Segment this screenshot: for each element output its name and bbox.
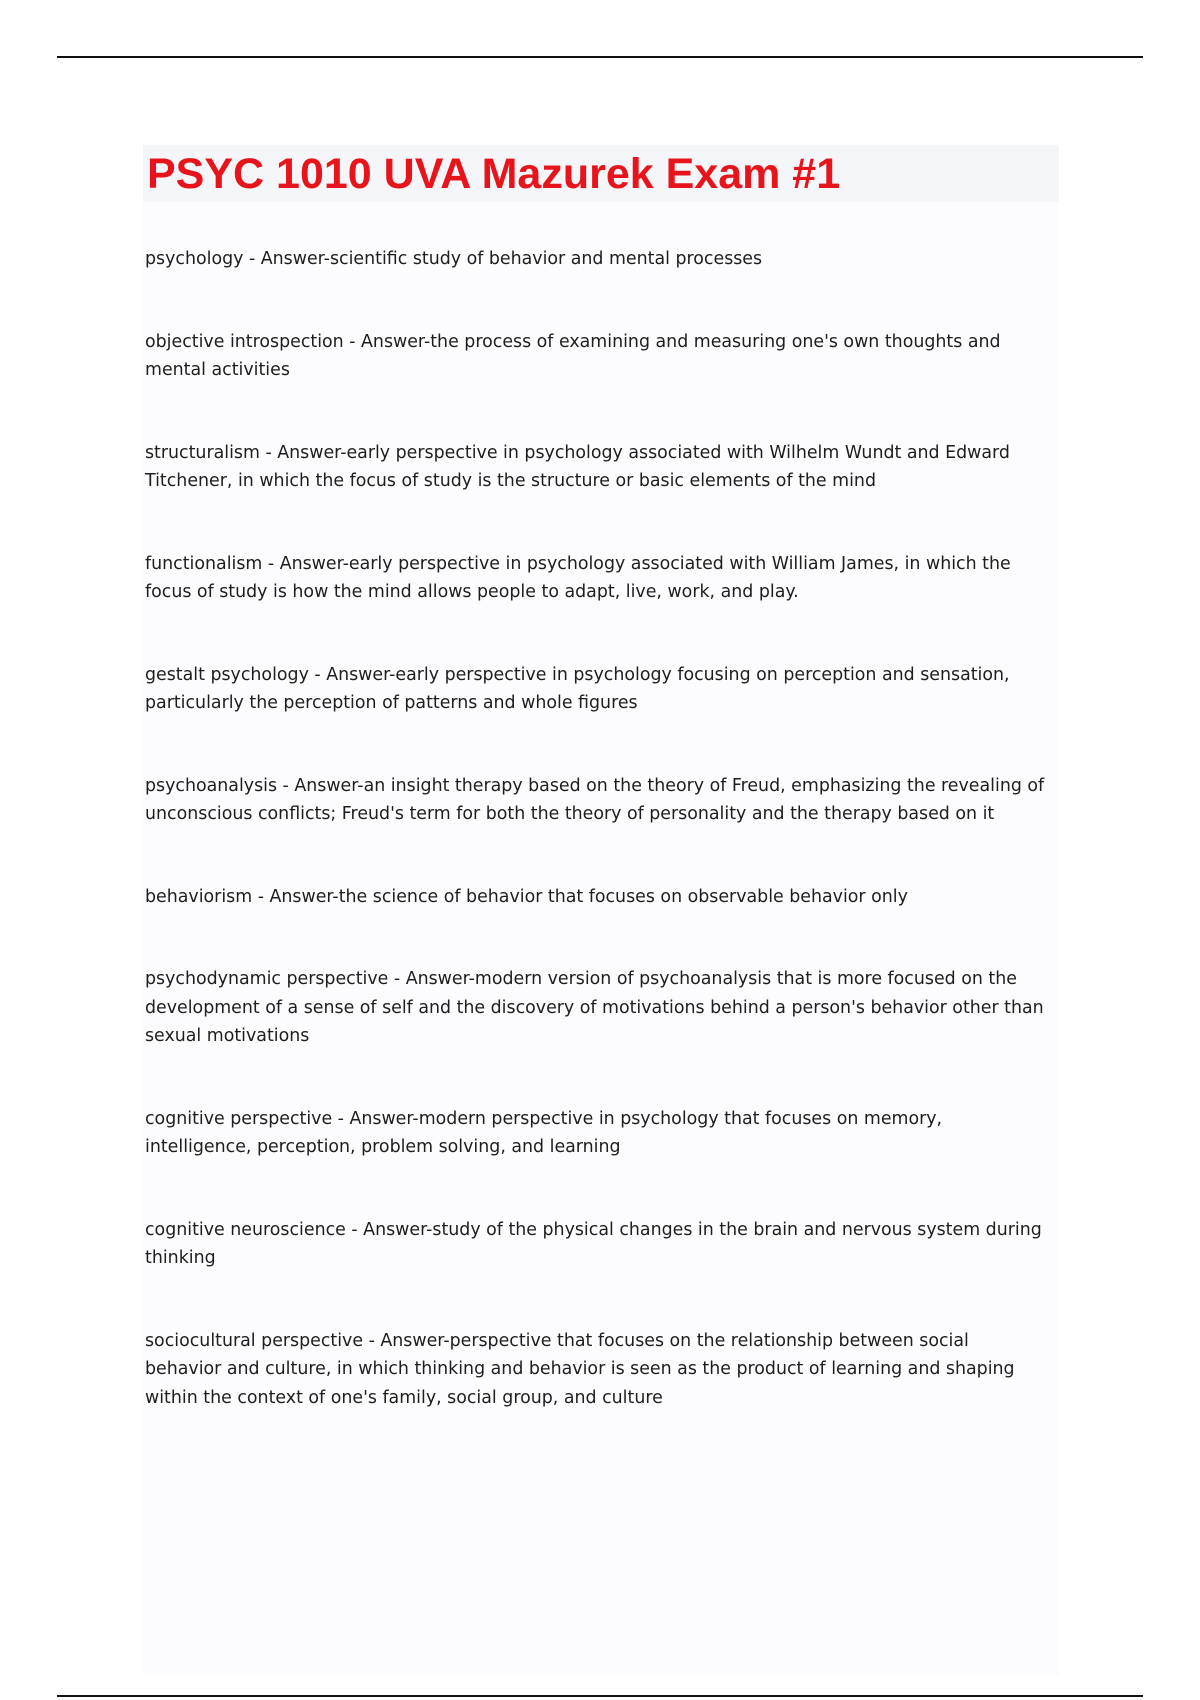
entry-cognitive-perspective: cognitive perspective - Answer-modern perspective in psychology that focuses on memory, intelligence, perception, problem solving, and learning [145, 1108, 943, 1157]
entry-list [145, 245, 1050, 1466]
entry-psychology: psychology - Answer-scientific study of behavior and mental processes [145, 249, 763, 269]
entry-behaviorism: behaviorism - Answer-the science of behavior that focuses on observable behavior only [145, 886, 908, 907]
document-body [143, 145, 1059, 1675]
entry-structuralism: structuralism - Answer-early perspective in psychology associated with Wilhelm Wundt and Edward Titchener, in which the focus of study is the structure or basic elements of the mind [145, 442, 1010, 491]
entry-sociocultural-perspective: sociocultural perspective - Answer-perspective that focuses on the relationship between social behavior and culture, in which thinking and behavior is seen as the product of learning and shaping within the context of one's family, social group, and culture [145, 1330, 1015, 1408]
top-rule [57, 56, 1143, 58]
entry-cognitive-neuroscience: cognitive neuroscience - Answer-study of the physical changes in the brain and nervous system during thinking [145, 1219, 1042, 1268]
title-band [143, 145, 1059, 202]
entry-psychodynamic-perspective: psychodynamic perspective - Answer-modern version of psychoanalysis that is more focused on the development of a sense of self and the discovery of motivations behind a person's behavior other than sexual motivations [145, 969, 1044, 1046]
entry-functionalism: functionalism - Answer-early perspective in psychology associated with William James, in which the focus of study is how the mind allows people to adapt, live, work, and play. [145, 553, 1011, 602]
document-title: PSYC 1010 UVA Mazurek Exam #1 [147, 150, 841, 198]
entry-psychoanalysis: psychoanalysis - Answer-an insight therapy based on the theory of Freud, emphasizing the revealing of unconscious conflicts; Freud's term for both the theory of personality and the therapy based on it [145, 775, 1045, 824]
entry-gestalt-psychology: gestalt psychology - Answer-early perspective in psychology focusing on perception and sensation, particularly the perception of patterns and whole figures [145, 664, 1010, 713]
bottom-rule [57, 1695, 1143, 1697]
entry-objective-introspection: objective introspection - Answer-the process of examining and measuring one's own thoughts and mental activities [145, 331, 1001, 380]
